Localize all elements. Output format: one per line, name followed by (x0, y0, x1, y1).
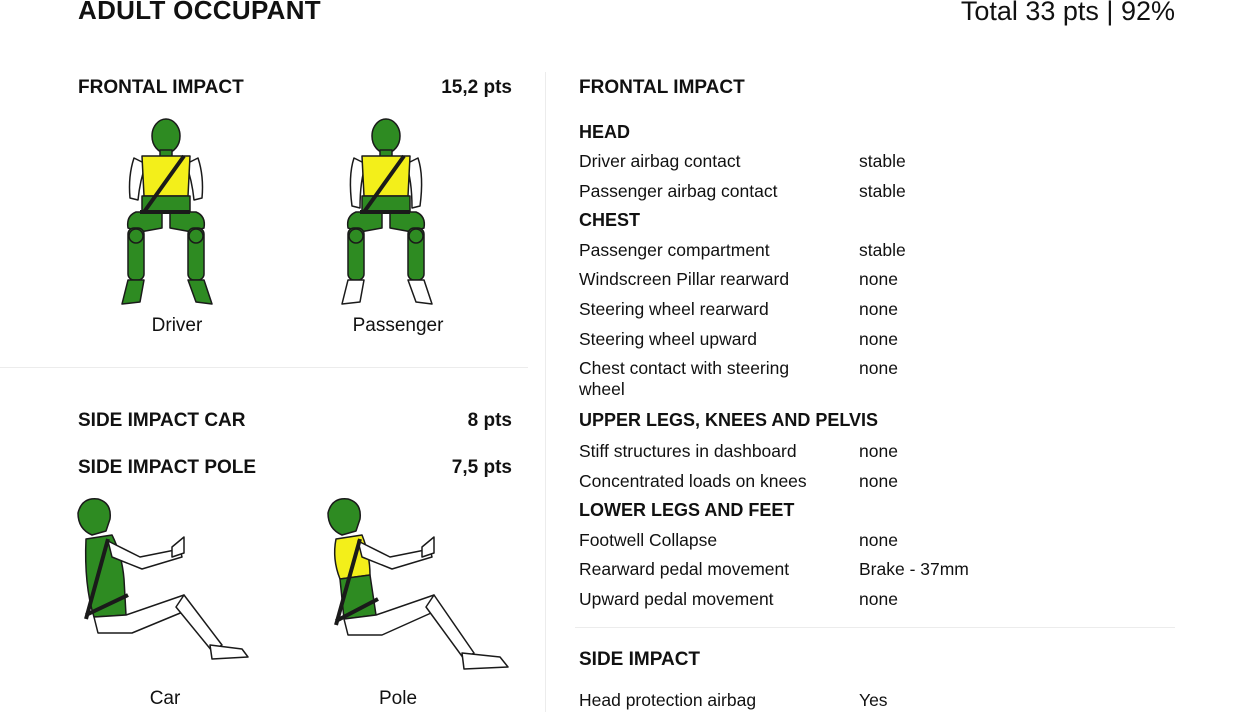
category-head: HEAD (579, 122, 631, 142)
driver-caption: Driver (151, 315, 203, 336)
row-value: none (859, 530, 898, 550)
row-value: none (859, 589, 898, 609)
row-value: stable (859, 151, 906, 171)
side-impact-car-heading: SIDE IMPACT CAR (78, 410, 246, 431)
row-label: Upward pedal movement (579, 589, 774, 609)
row-label: Windscreen Pillar rearward (579, 269, 790, 289)
pole-caption: Pole (378, 688, 418, 709)
row-value: stable (859, 240, 906, 260)
row-label: Driver airbag contact (579, 151, 741, 171)
row-label: Footwell Collapse (579, 530, 718, 550)
side-impact-pole-points: 7,5 pts (451, 457, 512, 478)
section-divider (0, 367, 528, 368)
driver-dummy-icon (118, 116, 218, 311)
row-label: Steering wheel rearward (579, 299, 769, 319)
row-value: none (859, 358, 898, 378)
frontal-impact-heading: FRONTAL IMPACT (78, 77, 244, 98)
row-label: Passenger airbag contact (579, 181, 778, 201)
row-value: Yes (859, 690, 888, 710)
passenger-dummy-icon (338, 116, 438, 311)
row-label: Concentrated loads on knees (579, 471, 807, 491)
total-score: Total 33 pts | 92% (960, 0, 1175, 26)
category-lower-legs: LOWER LEGS AND FEET (579, 500, 795, 520)
row-value: none (859, 329, 898, 349)
side-impact-pole-heading: SIDE IMPACT POLE (78, 457, 257, 478)
side-pole-dummy-icon (322, 495, 517, 680)
row-label: Stiff structures in dashboard (579, 441, 797, 461)
row-label: Head protection airbag (579, 690, 757, 710)
side-car-dummy-icon (72, 495, 252, 670)
row-label: Chest contact with steering wheel (579, 358, 790, 399)
side-impact-car-points: 8 pts (467, 410, 512, 431)
column-divider (545, 72, 546, 712)
page-title: ADULT OCCUPANT (78, 0, 321, 25)
passenger-caption: Passenger (352, 315, 444, 336)
row-value: none (859, 471, 898, 491)
category-upper-legs: UPPER LEGS, KNEES AND PELVIS (579, 410, 879, 430)
category-chest: CHEST (579, 210, 641, 230)
frontal-impact-details-heading: FRONTAL IMPACT (579, 77, 745, 98)
section-divider-right (575, 627, 1175, 628)
row-label: Rearward pedal movement (579, 559, 790, 579)
row-value: none (859, 299, 898, 319)
car-caption: Car (149, 688, 181, 709)
frontal-impact-points: 15,2 pts (441, 77, 512, 98)
row-label: Passenger compartment (579, 240, 770, 260)
row-value: Brake - 37mm (859, 559, 969, 579)
row-value: none (859, 269, 898, 289)
row-label: Steering wheel upward (579, 329, 758, 349)
row-value: none (859, 441, 898, 461)
side-impact-details-heading: SIDE IMPACT (579, 649, 701, 670)
row-value: stable (859, 181, 906, 201)
